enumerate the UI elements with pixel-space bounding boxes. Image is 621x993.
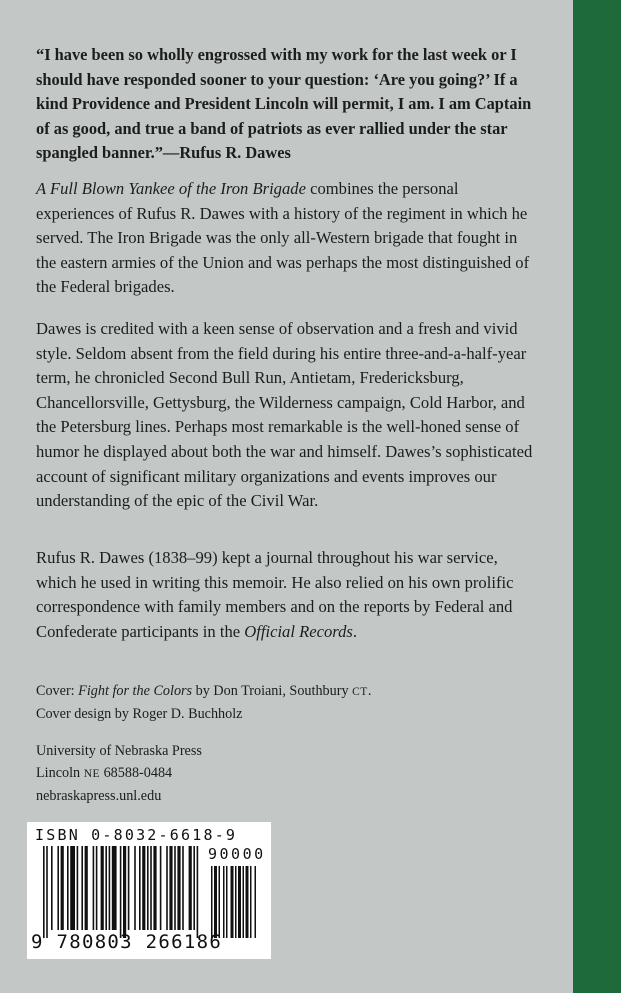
cover-credits <box>36 680 371 725</box>
addon-bar <box>226 866 228 938</box>
barcode-bar <box>128 846 130 930</box>
description-paragraph-1 <box>36 177 536 300</box>
addon-bar <box>223 866 225 938</box>
barcode-bar <box>197 846 199 938</box>
barcode <box>27 822 271 959</box>
publisher-name: University of Nebraska Press <box>36 743 202 759</box>
barcode-bar <box>77 846 79 930</box>
barcode-bar <box>169 846 172 930</box>
barcode-bar <box>93 846 95 930</box>
addon-bar <box>214 866 217 938</box>
cover-art-title: Fight for the Colors <box>78 683 193 699</box>
barcode-bar <box>57 846 59 930</box>
addon-bar <box>219 866 221 938</box>
barcode-bar <box>61 846 64 930</box>
author-text: Rufus R. Dawes (1838–99) kept a journal throughout his war service, which he used in writing this memoir. He also relied on his own prolific correspondence with family members and on the reports by Federal and Confederate participants in the <box>36 548 514 641</box>
official-records-title: Official Records <box>244 621 353 641</box>
barcode-bar <box>101 846 104 930</box>
publisher-state: NE <box>83 768 101 780</box>
cover-art-credit <box>36 680 371 703</box>
addon-bar <box>211 866 213 938</box>
barcode-bar <box>147 846 149 930</box>
spine-band <box>573 0 621 993</box>
cover-artist: by Don Troiani, Southbury <box>192 683 353 699</box>
cover-design-credit: Cover design by Roger D. Buchholz <box>36 706 243 722</box>
addon-bar <box>231 866 234 938</box>
addon-bar <box>235 866 237 938</box>
ean-number: 9 780803 266186 <box>31 931 223 953</box>
publisher-city: Lincoln <box>36 765 84 781</box>
price-addon: 90000 <box>208 845 266 863</box>
description-paragraph-2: Dawes is credited with a keen sense of observation and a fresh and vivid style. Seldom absent from the field during his entire three-and-a-half-year term, he chronicled Second Bull Run, Antietam, Fredericksburg, Chancellorsville, Gettysburg, the Wilderness campaign, Cold Harbor, and the Petersburg lines. Perhaps most remarkable is the well-honed sense of humor he displayed about both the war and himself. Dawes’s sophisticated account of significant military organizations and events improves our understanding of the epic of the Civil War. <box>36 319 533 511</box>
pull-quote: “I have been so wholly engrossed with my work for the last week or I should have responded sooner to your question: ‘Are you going?’ If a kind Providence and President Lincoln will permit, I am. I am Captain of as good, and true a band of patriots as ever rallied under the star spangled banner.”—Rufus R. Dawes <box>36 45 532 162</box>
barcode-bar <box>120 846 122 938</box>
barcode-bar <box>139 846 141 930</box>
publisher-url: nebraskapress.unl.edu <box>36 788 162 804</box>
book-title: A Full Blown Yankee of the Iron Brigade <box>36 179 306 198</box>
publisher-address <box>36 762 202 785</box>
barcode-bar <box>70 846 75 930</box>
barcode-bar <box>189 846 192 930</box>
barcode-bar <box>51 846 53 930</box>
barcode-bar <box>150 846 152 930</box>
addon-bar <box>255 866 257 938</box>
author-paragraph <box>36 546 536 644</box>
barcode-bar <box>81 846 83 930</box>
barcode-bar <box>43 846 45 938</box>
isbn-number: ISBN 0-8032-6618-9 <box>35 826 238 844</box>
author-text-end: . <box>352 621 358 641</box>
barcode-bar <box>166 846 168 930</box>
cover-state: CT <box>352 686 368 698</box>
cover-label: Cover: <box>36 683 79 699</box>
barcode-bar <box>134 846 136 930</box>
barcode-bar <box>153 846 156 930</box>
addon-bar <box>243 866 245 938</box>
barcode-bar <box>174 846 176 930</box>
barcode-bar <box>182 846 184 930</box>
barcode-bar <box>109 846 111 930</box>
cover-end: . <box>367 683 372 699</box>
barcode-bar <box>193 846 195 930</box>
barcode-bar <box>112 846 117 930</box>
addon-bar <box>238 866 241 938</box>
barcode-bar <box>96 846 98 930</box>
barcode-bar <box>123 846 126 938</box>
description-text-1: combines the personal experiences of Rufus R. Dawes with a history of the regiment in which he served. The Iron Brigade was the only all-Western brigade that fought in the eastern armies of the Union and was perhaps the most distinguished of the Federal brigades. <box>36 179 530 297</box>
barcode-bar <box>105 846 107 930</box>
barcode-bar <box>160 846 162 930</box>
barcode-bar <box>67 846 69 930</box>
publisher-info <box>36 740 202 807</box>
addon-bar <box>250 866 252 938</box>
addon-bar <box>246 866 249 938</box>
barcode-bar <box>85 846 88 930</box>
barcode-bar <box>142 846 145 930</box>
publisher-zip: 68588-0484 <box>100 765 173 781</box>
barcode-bar <box>46 846 48 938</box>
barcode-bar <box>177 846 180 930</box>
